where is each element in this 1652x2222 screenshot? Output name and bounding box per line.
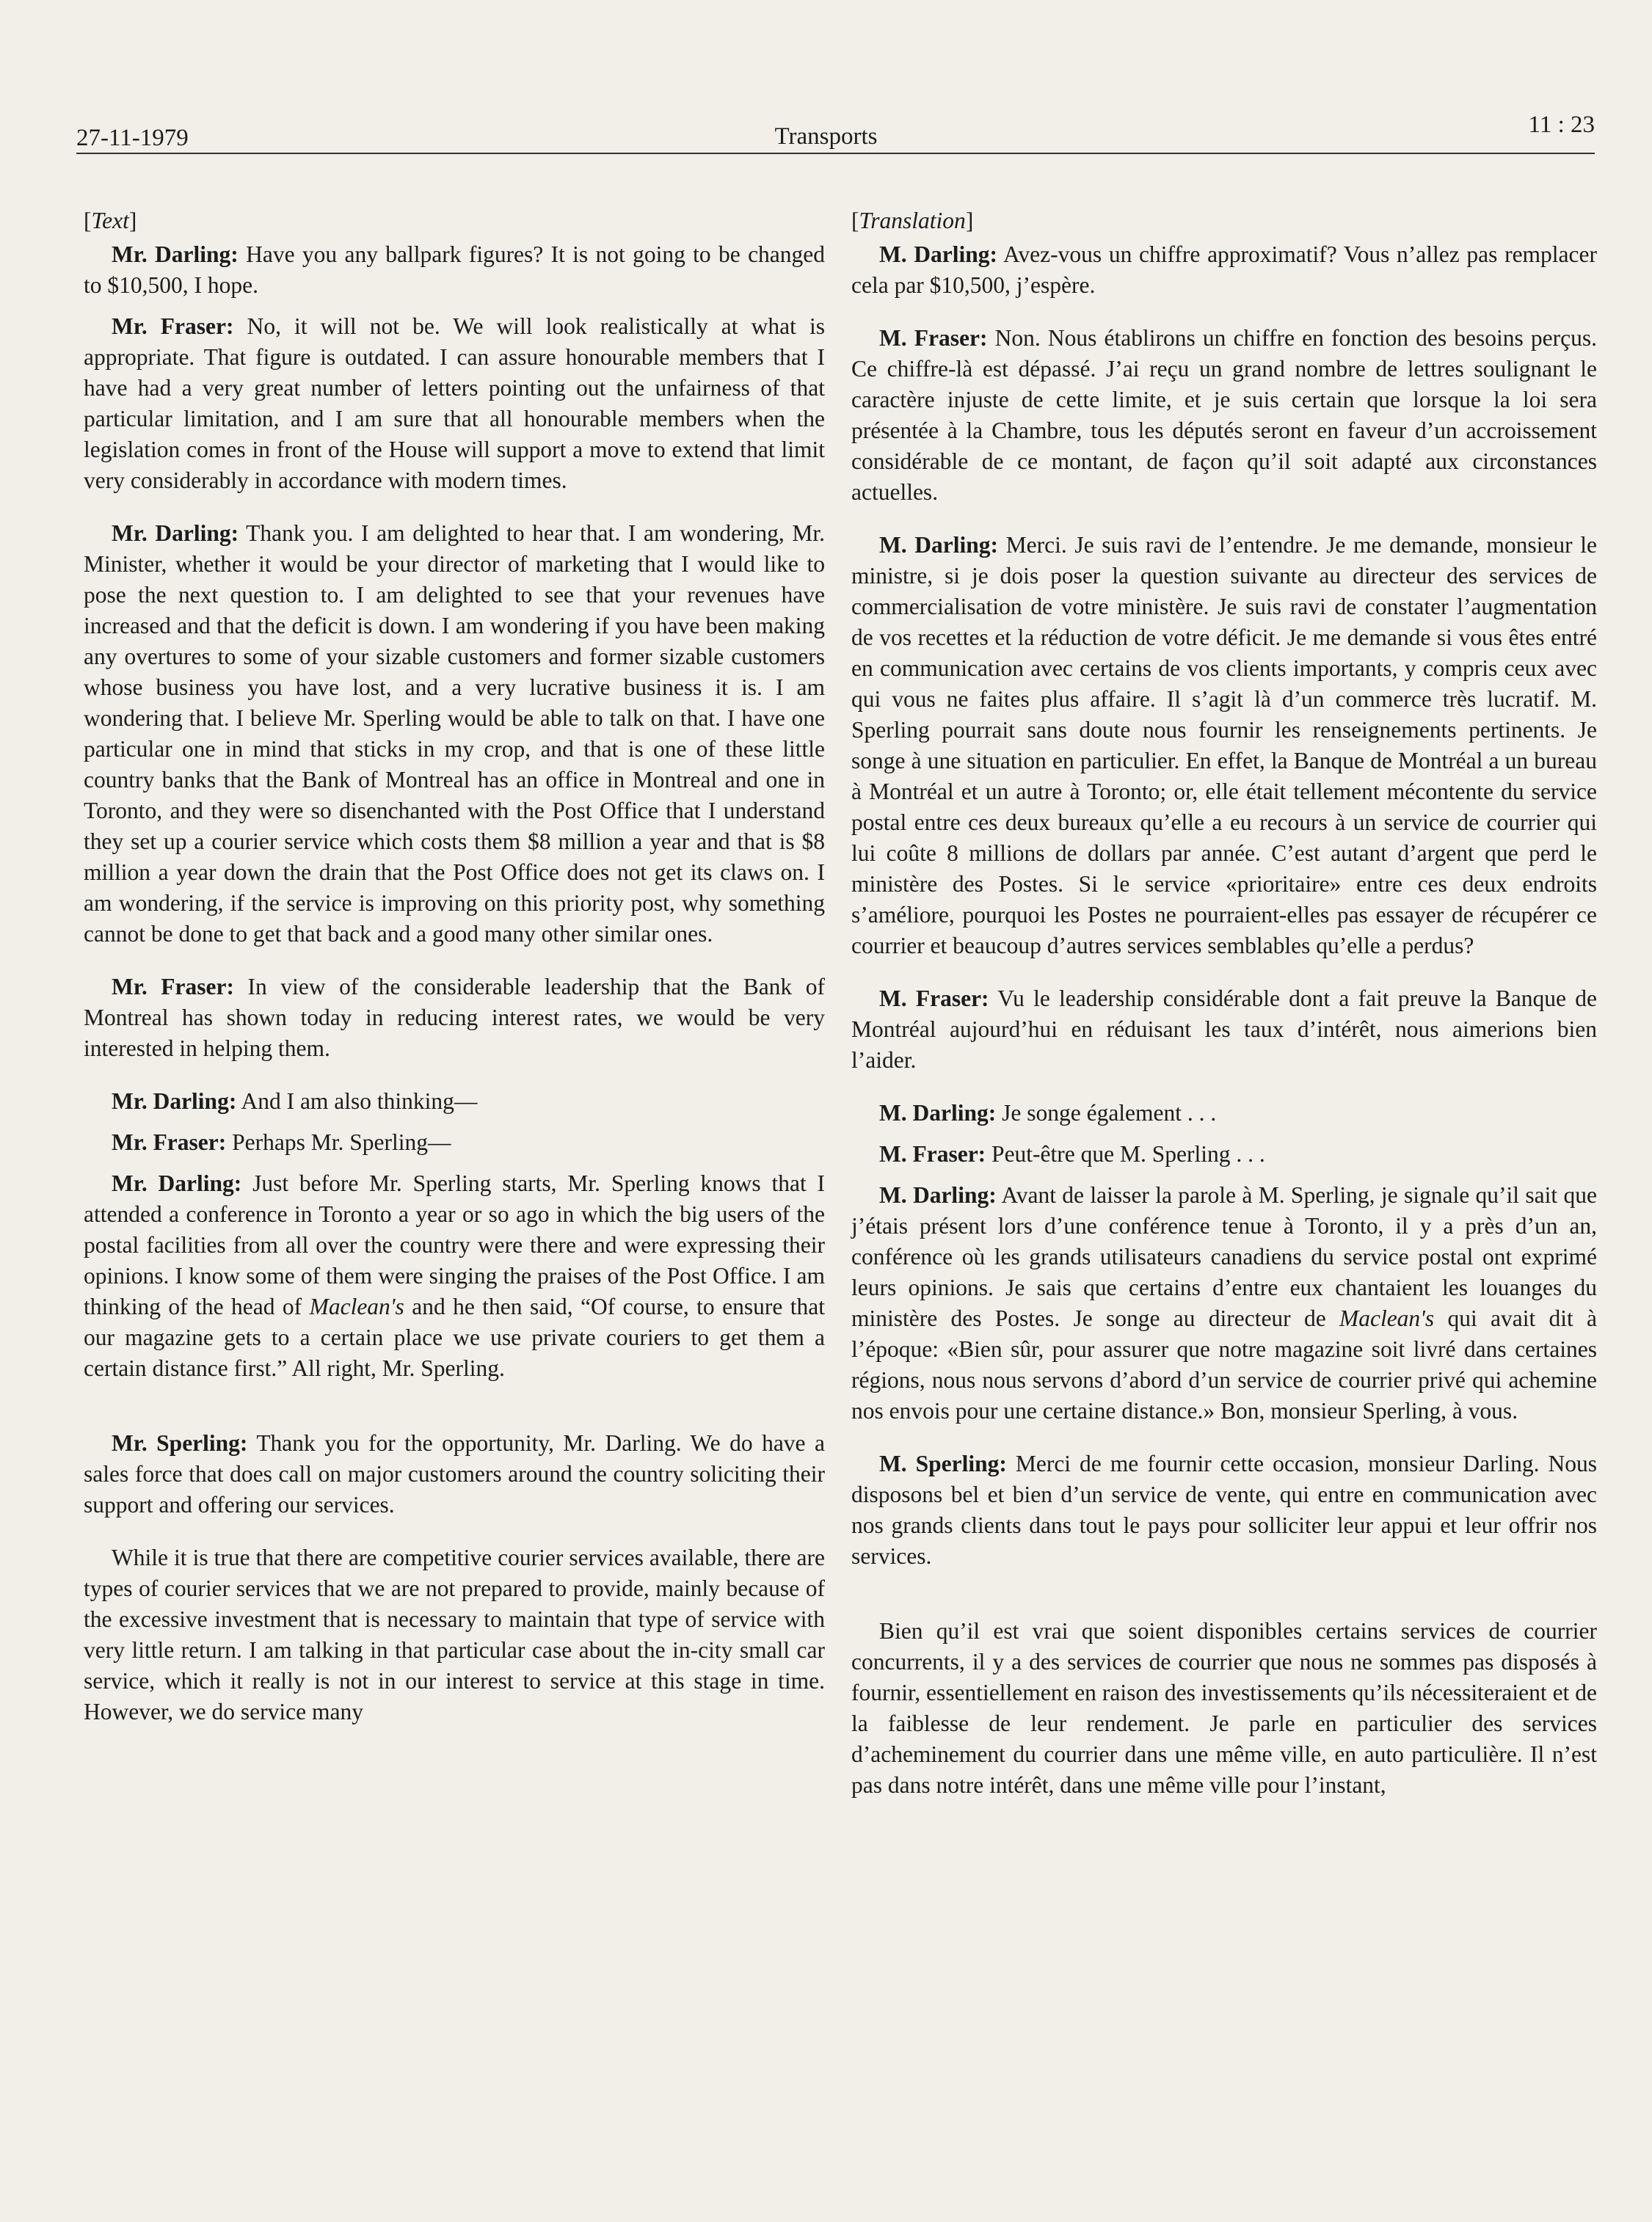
page-date: 27-11-1979 [76,125,189,151]
speaker: Mr. Darling: [112,520,239,546]
paragraph [84,239,825,301]
paragraph [851,1616,1597,1801]
header-rule [76,153,1595,154]
text-column-french [851,205,1597,1823]
speech: Merci de me fournir cette occasion, monsieur Darling. Nous disposons bel et bien d’un service de vente, qui entre en communication avec nos grands clients dans tout le pays pour solliciter leur appui et leur offrir nos services. [851,1451,1597,1569]
paragraph [851,239,1597,301]
paragraph [84,1127,825,1158]
page-title: Transports [774,123,878,150]
paragraph [84,1168,825,1384]
paragraph [84,311,825,496]
speaker: Mr. Darling: [112,1170,242,1196]
speaker: Mr. Darling: [112,241,239,267]
paragraph [84,1086,825,1117]
speaker: M. Fraser: [879,1141,986,1167]
speaker: Mr. Fraser: [112,1129,227,1155]
speech: And I am also thinking— [236,1088,478,1114]
speaker: Mr. Sperling: [112,1430,248,1456]
paragraph [851,1180,1597,1427]
paragraph [851,1449,1597,1572]
speech: Avant de laisser la parole à M. Sperling, je signale qu’il sait que j’étais présent lors d’une conférence tenue à Toronto, il y a près d’un an, conférence où les grands utilisateurs canadiens du service postal ont exprimé leurs opinions. Je sais que certains d’entre eux chantaient les louanges du ministère des Postes. Je songe au directeur de [851,1182,1597,1331]
speaker: M. Fraser: [879,986,989,1011]
paragraph [84,518,825,950]
paragraph [84,1428,825,1520]
paragraph [851,983,1597,1076]
text-column-english [84,205,825,1749]
speaker: Mr. Fraser: [112,313,234,339]
page-number: 11 : 23 [1528,112,1595,138]
speech: Avez-vous un chiffre approximatif? Vous n’allez pas remplacer cela par $10,500, j’espère. [851,241,1597,298]
speech: No, it will not be. We will look realistically at what is appropriate. That figure is outdated. I can assure honourable members that I have had a very great number of letters pointing out the unfairness of that particular limitation, and I am sure that all honourable members when the legislation comes in front of the House will support a move to extend that limit very considerably in accordance with modern times. [84,313,825,493]
speaker: M. Darling: [879,1182,997,1208]
column-label: [Translation] [851,208,974,233]
speech: Just before Mr. Sperling starts, Mr. Sperling knows that I attended a conference in Toronto a year or so ago in which the big users of the postal facilities from all over the country were there and were expressing their opinions. I know some of them were singing the praises of the Post Office. I am thinking of the head of [84,1170,825,1319]
magazine-title: Maclean's [1339,1305,1435,1331]
column-label: [Text] [84,208,137,233]
speaker: M. Darling: [879,241,998,267]
paragraph [84,1542,825,1727]
speech: Peut-être que M. Sperling . . . [986,1141,1265,1167]
speaker: M. Sperling: [879,1451,1007,1476]
speech: Je songe également . . . [996,1100,1217,1126]
speech: Vu le leadership considérable dont a fait preuve la Banque de Montréal aujourd’hui en réduisant les taux d’intérêt, nous aimerions bien l’aider. [851,986,1597,1073]
paragraph [851,1098,1597,1129]
speech: and he then said, “Of course, to ensure that our magazine gets to a certain place we use private couriers to get them a certain distance first.” All right, Mr. Sperling. [84,1294,825,1381]
speaker: Mr. Fraser: [112,974,234,999]
speaker: M. Darling: [879,1100,997,1126]
speech: qui avait dit à l’époque: «Bien sûr, pour assurer que notre magazine soit livré dans certaines régions, nous nous servons d’abord d’un service de courrier privé qui achemine nos envois pour une certaine distance.» Bon, monsieur Sperling, à vous. [851,1305,1597,1424]
speech: In view of the considerable leadership that the Bank of Montreal has shown today in reducing interest rates, we would be very interested in helping them. [84,974,825,1061]
paragraph [84,972,825,1064]
speaker: M. Fraser: [879,325,988,351]
speech: Non. Nous établirons un chiffre en fonction des besoins perçus. Ce chiffre-là est dépassé. J’ai reçu un grand nombre de lettres soulignant le caractère injuste de cette limite, et je suis certain que lorsque la loi sera présentée à la Chambre, tous les députés seront en faveur d’un accroissement considérable de ce montant, de façon qu’il soit adapté aux circonstances actuelles. [851,325,1597,505]
speech: Merci. Je suis ravi de l’entendre. Je me demande, monsieur le ministre, si je dois poser la question suivante au directeur des services de commercialisation de votre ministère. Je suis ravi de constater l’augmentation de vos recettes et la réduction de votre déficit. Je me demande si vous êtes entré en communication avec certains de vos clients importants, y compris ceux avec qui vous ne faites plus affaire. Il s’agit là d’un commerce très lucratif. M. Sperling pourrait sans doute nous fournir les renseignements pertinents. Je songe à une situation en particulier. En effet, la Banque de Montréal a un bureau à Montréal et un autre à Toronto; or, elle était tellement mécontente du service postal entre ces deux bureaux qu’elle a eu recours à un service de courrier qui lui coûte 8 millions de dollars par année. C’est autant d’argent que perd le ministère des Postes. Si le service «prioritaire» entre ces deux endroits s’améliore, pourquoi les Postes ne pourraient-elles pas essayer de récupérer ce courrier et beaucoup d’autres services semblables qu’elle a perdus? [851,532,1597,958]
paragraph [851,1139,1597,1170]
speech: Bien qu’il est vrai que soient disponibles certains services de courrier concurrents, il y a des services de courrier que nous ne sommes pas disposés à fournir, essentiellement en raison des investissements qu’ils nécessiteraient et de la faiblesse de leur rendement. Je parle en particulier des services d’acheminement du courrier dans une même ville, en auto particulière. Il n’est pas dans notre intérêt, dans une même ville pour l’instant, [851,1618,1597,1798]
speech: Thank you. I am delighted to hear that. I am wondering, Mr. Minister, whether it would be your director of marketing that I would like to pose the next question to. I am delighted to see that your revenues have increased and that the deficit is down. I am wondering if you have been making any overtures to some of your sizable customers and former sizable customers whose business you have lost, and a very lucrative business it is. I am wondering that. I believe Mr. Sperling would be able to talk on that. I have one particular one in mind that sticks in my crop, and that is one of these little country banks that the Bank of Montreal has an office in Montreal and one in Toronto, and they were so disenchanted with the Post Office that I understand they set up a courier service which costs them $8 million a year and that is $8 million a year down the drain that the Post Office does not get its claws on. I am wondering, if the service is improving on this priority post, why something cannot be done to get that back and a good many other similar ones. [84,520,825,947]
speech: While it is true that there are competitive courier services available, there are types of courier services that we are not prepared to provide, mainly because of the excessive investment that is necessary to maintain that type of service with very little return. I am talking in that particular case about the in-city small car service, which it really is not in our interest to service at this stage in time. However, we do service many [84,1545,825,1724]
speech: Have you any ballpark figures? It is not going to be changed to $10,500, I hope. [84,241,826,298]
paragraph [851,530,1597,961]
speech: Thank you for the opportunity, Mr. Darling. We do have a sales force that does call on major customers around the country soliciting their support and offering our services. [84,1430,825,1518]
speech: Perhaps Mr. Sperling— [226,1129,451,1155]
speaker: Mr. Darling: [112,1088,237,1114]
speaker: M. Darling: [879,532,998,558]
magazine-title: Maclean's [309,1294,404,1319]
paragraph [851,323,1597,508]
